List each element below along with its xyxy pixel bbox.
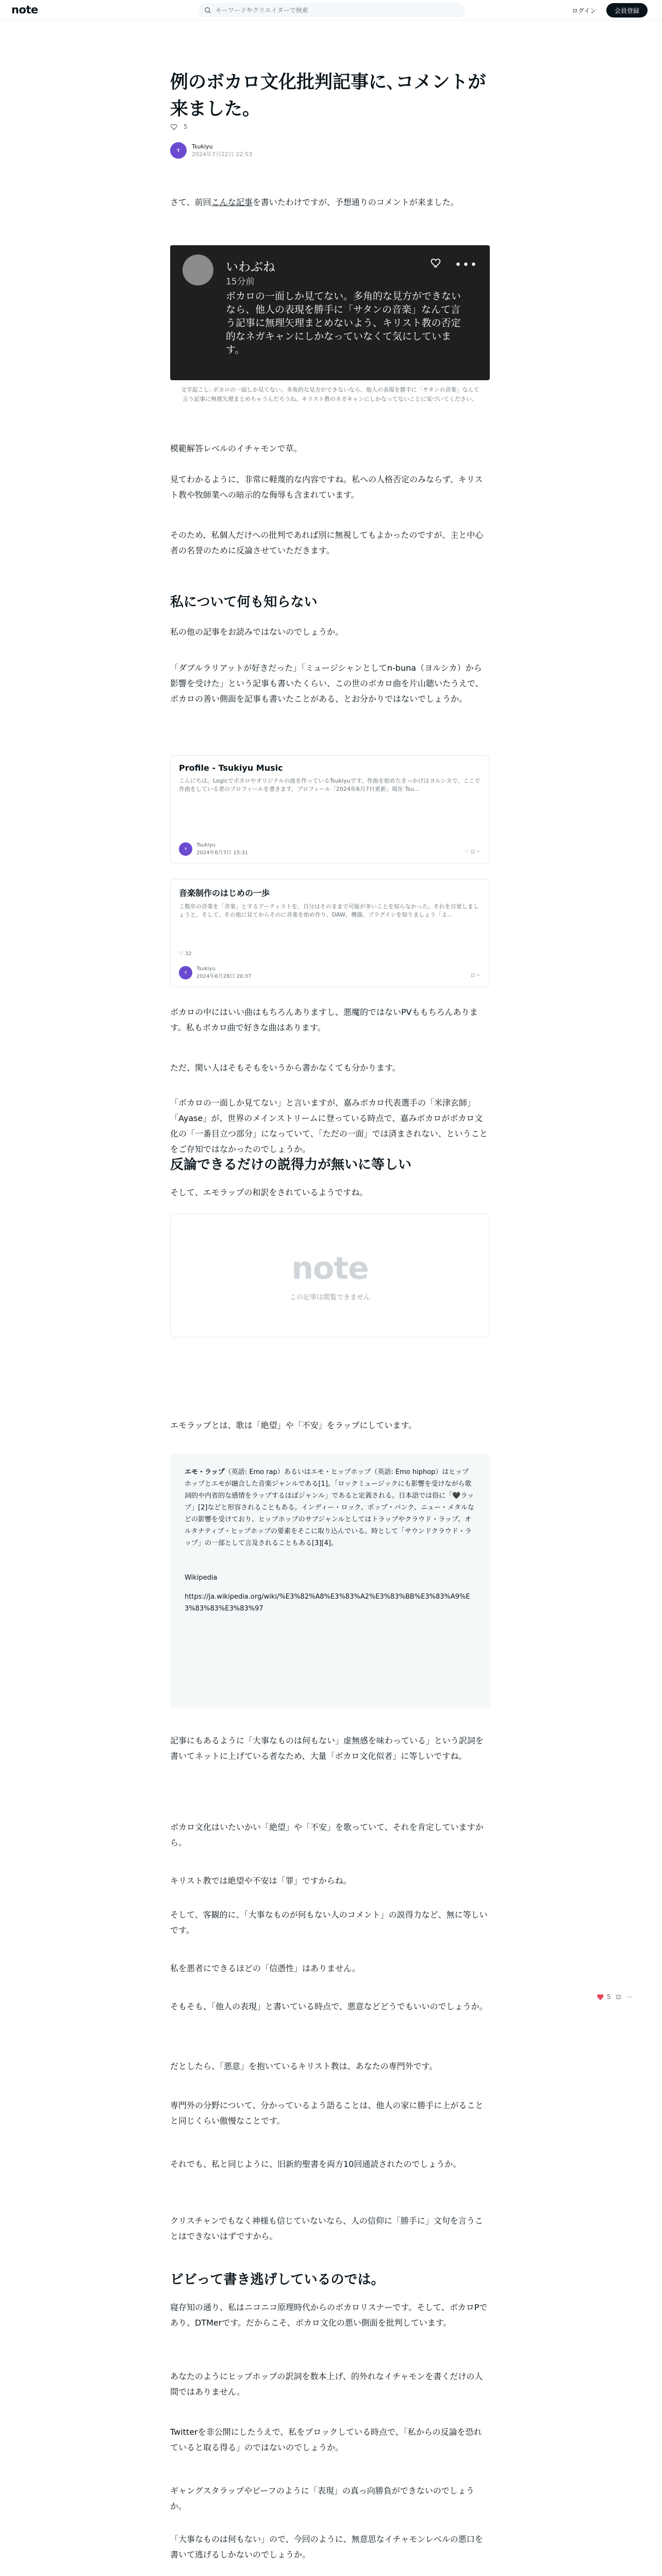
author-avatar[interactable]: T (170, 142, 187, 159)
card-author (179, 842, 248, 856)
paragraph: 記事にもあるように「大事なものは何もない」虚無感を味わっている」という訳詞を書いてネットに上げている者なため、大量「ボカロ文化似者」に等しいですね。 (170, 1736, 484, 1761)
text: さて、前回 (170, 197, 211, 207)
card-description: こんにちは。Logicでボカロやオリジナルの曲を作っているTsukiyuです。作曲を始めたきっかけはヨルシカで、ここで作曲をしている者のプロフィールを書きます。プロフィール「2024年6月7日更新」現在 Tsu... (179, 777, 481, 792)
heart-icon (430, 257, 442, 269)
comment-time: 15分前 (226, 277, 255, 287)
paragraph: キリスト教では絶望や不安は「罪」ですからね。 (170, 1876, 352, 1886)
card-author-name: Tsukiyu (196, 966, 216, 972)
paragraph: 専門外の分野について、分かっているよう語ることは、他人の家に勝手に上がることと同じくらい傲慢なことです。 (170, 2100, 484, 2126)
paragraph: そもそも、「他人の表現」と書いている時点で、悪意などどうでもいいのでしょうか。 (170, 2002, 488, 2011)
search-input[interactable] (216, 7, 442, 14)
search-icon (204, 7, 211, 14)
card-date: 2024年6月28日 20:37 (196, 974, 252, 979)
paragraph: 私を悪者にできるほどの「信憑性」はありません。 (170, 1963, 360, 1973)
paragraph: 私の他の記事をお読みではないのでしょうか。 (170, 627, 344, 637)
section-heading: 私について何も知らない (170, 595, 318, 610)
paragraph: そして、エモラップの和訳をされているようですね。 (170, 1188, 368, 1197)
quote-text: （英語: Emo rap）あるいはエモ・ヒップホップ（英語: Emo hiphop）はヒップホップとエモが融合した音楽ジャンルである[1]。「ロックミュージックにも影響を受けながら歌詞的や内省的な感情をラップするほぼジャンル」であると定義される。日本語では俗に「🖤ラップ」[2]などと形容されることもある。インディー・ロック、ポップ・パンク、ニュー・メタルなどの影響を受けており、ヒップホップのサブジャンルとしてはトラップやクラウド・ラップ、オルタナティブ・ヒップホップの要素をそこに取り込んでいる。時として「サウンドクラウド・ラップ」の一部として言及されることもある[3][4]。 (185, 1468, 474, 1547)
publish-date: 2024年7月22日 22:53 (192, 151, 253, 158)
paragraph: ギャングスタラップやビーフのように「表現」の真っ向勝負ができないのでしょうか。 (170, 2486, 474, 2511)
paragraph: 「ボカロの一面しか見てない」と言いますが、嘉みボカロ代表選手の「米津玄師」「Ayase」が、世界のメインストリームに登っている時点で、嘉みボカロがボカロ文化の「一番目立つ部分」になっていて、「ただの一面」では済まされない、ということをご存知ではなかったのでしょうか。 (170, 1098, 488, 1154)
card-date: 2024年6月7日 15:31 (196, 850, 249, 856)
like-count: 5 (184, 123, 188, 130)
quote-source: Wikipedia (185, 1574, 218, 1582)
login-button[interactable]: ログイン (565, 3, 603, 18)
floating-actions (597, 1993, 638, 2001)
image-caption: 文字起こし: ボカロの一面しか見てない。多角的な見方ができないなら、他人の表現を勝手に「サタンの音楽」なんて言う記事に無理矢理まとめちゃうんだろうね。キリスト教のネガキャンにしかなってないことに気づいてください。 (180, 386, 479, 402)
paragraph: 寝存知の通り、私はニコニコ原理時代からのボカロリスナーです。そして、ボカロPであり、DTMerです。だからこそ、ボカロ文化の悪い側面を批判しています。 (170, 2302, 488, 2328)
card-actions: ⊡ ⌐ (471, 973, 481, 978)
paragraph: 見てわかるように、非常に軽蔑的な内容ですね。私への人格否定のみならず、キリスト教や牧師業への暗示的な侮辱も含まれています。 (170, 474, 483, 500)
previous-article-link[interactable]: こんな記事 (211, 197, 253, 207)
private-notice: この記事は閲覧できません (289, 1293, 370, 1301)
author-name[interactable]: Tsukiyu (192, 143, 213, 150)
card-likes: ♡ 32 (179, 951, 192, 957)
signup-button[interactable]: 会員登録 (606, 3, 648, 18)
heart-icon (170, 123, 178, 131)
commenter-name: いわぶね (226, 260, 275, 274)
card-title[interactable]: 音楽制作のはじめの一歩 (179, 888, 270, 898)
section-heading: ビビって書き逃げしているのでは。 (170, 2272, 385, 2287)
quote-url[interactable]: https://ja.wikipedia.org/wiki/%E3%82%A8%E3%83%A2%E3%83%BB%E3%83%A9%E3%83%83%E3%83%97 (185, 1593, 470, 1613)
like-button-float[interactable] (597, 1993, 611, 2001)
more-icon: ••• (455, 259, 478, 272)
paragraph: ただ、関い人はそもそもをいうから書かなくても分かります。 (170, 1063, 401, 1073)
comment-text: ボカロの一面しか見てない。多角的な見方ができないなら、他人の表現を勝手に「サタンの音楽」なんて言う記事に無理矢理まとめないよう、キリスト教の否定的なネガキャンにしかなっていなくて気にしています。 (226, 291, 461, 355)
paragraph: あなたのようにヒップホップの訳詞を数本上げ、的外れなイチャモンを書くだけの人間ではありません。 (170, 2371, 483, 2397)
author-avatar: T (179, 966, 192, 979)
note-logo-placeholder: note (291, 1250, 369, 1286)
comment-screenshot (170, 245, 490, 380)
paragraph: だとしたら、「悪意」を抱いているキリスト教は、あなたの専門外です。 (170, 2061, 438, 2071)
card-title[interactable]: Profile - Tsukiyu Music (179, 763, 283, 773)
note-logo[interactable]: note (11, 4, 38, 16)
article-title: 例のボカロ文化批判記事に､コメントが来ました。 (170, 72, 486, 120)
quote-term: エモ・ラップ (185, 1468, 225, 1476)
paragraph: 「ダブルラリアットが好きだった」「ミュージシャンとしてn-buna（ヨルシカ）から影響を受けた」という記事も書いたくらい、この世のボカロ曲を片山聴いたうえで、ボカロの善い側面を記事も書いたことがある、とお分かりではないでしょうか。 (170, 663, 484, 704)
paragraph: 模範解答レベルのイチャモンで草。 (170, 444, 302, 453)
card-actions: ♡ ⊡ ⌐ (464, 849, 481, 855)
paragraph: それでも、私と同じように、旧新約聖書を両方10回通読されたのでしょうか。 (170, 2159, 461, 2169)
paragraph (170, 195, 490, 210)
wiki-quote (170, 1454, 490, 1707)
paragraph: 「大事なものは何もない」ので、今回のように、無意思なイチャモンレベルの悪口を書いて逃げるしかないのでしょうか。 (170, 2534, 483, 2560)
search-box[interactable] (198, 3, 465, 18)
commenter-avatar (183, 255, 213, 285)
like-count: 5 (607, 1993, 611, 2001)
private-embed (170, 1214, 490, 1337)
paragraph: Twitterを非公開にしたうえで、私をブロックしている時点で、「私からの反論を恐れていると取る得る」のではないのでしょうか。 (170, 2427, 482, 2452)
card-like-count: 32 (185, 951, 192, 957)
paragraph: ボカロ文化はいたいかい「絶望」や「不安」を歌っていて、それを肯定していますから。 (170, 1822, 484, 1848)
author-block[interactable] (170, 142, 252, 159)
author-avatar: T (179, 842, 192, 856)
share-icon[interactable]: ⊡ (616, 1993, 621, 2001)
paragraph: エモラップとは、歌は「絶望」や「不安」をラップにしています。 (170, 1420, 417, 1430)
card-author-name: Tsukiyu (196, 842, 216, 848)
top-nav-bar (0, 0, 662, 21)
embed-card-article[interactable] (170, 879, 490, 987)
text: を書いたわけですが、予想通りのコメントが来ました。 (252, 197, 459, 207)
paragraph: クリスチャンでもなく神様も信じていないなら、人の信仰に「勝手に」文句を言うことはできないはずですから。 (170, 2216, 483, 2241)
card-author (179, 966, 252, 979)
section-heading: 反論できるだけの説得力が無いに等しい (170, 1157, 412, 1173)
quote-body (185, 1466, 475, 1549)
like-button-top[interactable] (170, 123, 188, 131)
embed-card-profile[interactable] (170, 755, 490, 863)
paragraph: そして、客観的に、「大事なものが何もない人のコメント」の説得力など、無に等しいです。 (170, 1910, 488, 1935)
heart-icon (597, 1993, 605, 2001)
card-description: こ数年の音楽を「音楽」とするアーティストを、自分はそのままで可能が多いことを知らなかった。それを自覚しましょうと、そして、その他に見てからそのに音楽を始め作り、DAW、機器、プラグインを知りましょう「よ... (179, 903, 479, 918)
paragraph: ボカロの中にはいい曲はもちろんありますし、悪魔的ではないPVももちろんあります。私もボカロ曲で好きな曲はあります。 (170, 1007, 478, 1032)
more-icon[interactable]: ⋯ (626, 1993, 633, 2001)
paragraph: そのため、私個人だけへの批判であれば別に無視してもよかったのですが、主と中心者の名誉のために反論させていただきます。 (170, 530, 484, 555)
